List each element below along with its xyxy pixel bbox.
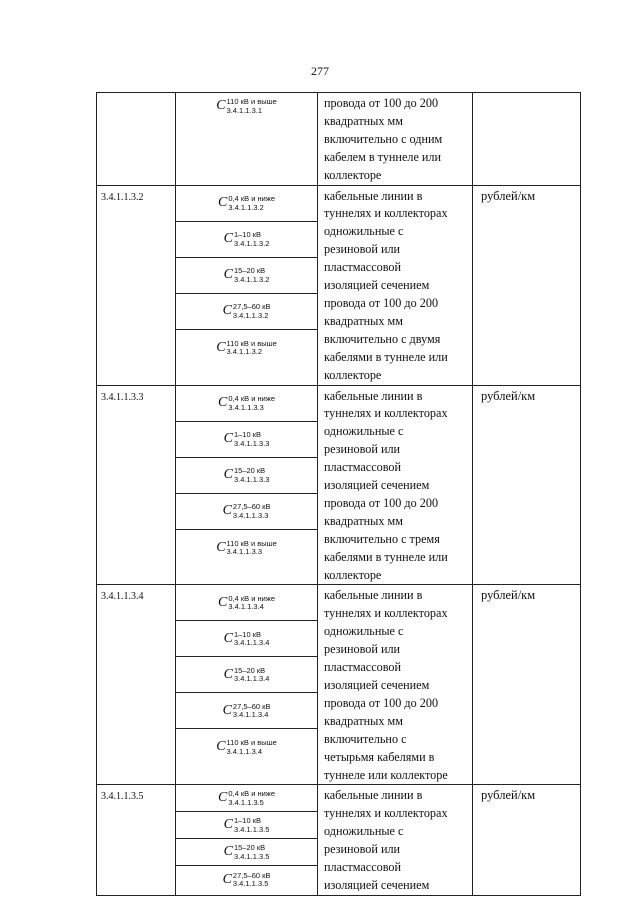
voltage-class: 1–10 кВ [233,230,261,240]
voltage-class: 110 кВ и выше [226,738,277,748]
symbol-index: 3.4.1.1.3.4 [226,746,262,756]
symbol-index: 3.4.1.1.3.3 [233,438,270,448]
symbol-index: 3.4.1.1.3.2 [228,202,264,212]
rate-symbol [176,294,317,330]
description-line: туннеле или коллекторе [324,767,448,782]
description-line: изоляцией сечением [324,278,430,293]
description-line: одножильные с [324,424,404,439]
rate-symbol [176,812,317,839]
table-row [97,585,581,785]
description-line: коллекторе [324,167,382,182]
rate-symbol-letter: C [223,431,233,446]
symbol-index: 3.4.1.1.3.2 [233,274,270,284]
description-cell [318,93,473,186]
rate-symbol-letter: C [223,267,233,283]
description-line: провода от 100 до 200 [324,495,439,510]
row-code: 3.4.1.1.3.4 [97,585,176,785]
description-line: кабелями в туннеле или [324,549,448,564]
symbol-cell [176,385,318,585]
description-line: кабелем в туннеле или [324,149,442,164]
description-line: кабельные линии в [324,388,423,403]
symbol-index: 3.4.1.1.3.3 [232,510,269,520]
description-line: одножильные с [324,224,404,239]
symbol-index: 3.4.1.1.3.4 [232,710,269,720]
voltage-class: 0,4 кВ и ниже [228,194,275,204]
symbol-cell [176,585,318,785]
unit-cell: рублей/км [473,385,581,585]
rate-symbol-letter: C [222,303,232,319]
voltage-class: 27,5–60 кВ [232,302,271,312]
rate-symbol [176,258,317,294]
symbol-index: 3.4.1.1.3.2 [233,238,270,248]
symbol-cell [176,93,318,186]
page-number: 277 [311,64,329,78]
description-line: провода от 100 до 200 [324,96,439,110]
rate-symbol [176,785,317,812]
symbol-index: 3.4.1.1.3.5 [232,879,269,889]
description-line: туннелях и коллекторах [324,406,448,421]
description-line: квадратных мм [324,313,403,328]
description-line: коллекторе [324,567,382,582]
voltage-class: 0,4 кВ и ниже [228,394,275,403]
unit-cell: рублей/км [473,185,581,385]
rate-symbol-letter: C [223,467,233,482]
tariff-table [96,92,581,896]
symbol-index: 3.4.1.1.3.4 [233,674,270,684]
description-line: кабелями в туннеле или [324,349,448,364]
symbol-index: 3.4.1.1.3.3 [228,402,264,412]
rate-symbol-letter: C [217,790,228,806]
description-line: включительно с одним [324,131,443,146]
voltage-class: 15–20 кВ [233,266,266,276]
description-line: провода от 100 до 200 [324,295,439,310]
row-code: 3.4.1.1.3.5 [97,785,176,895]
table-row [97,385,581,585]
rate-symbol [176,93,317,119]
symbol-index: 3.4.1.1.3.1 [226,105,262,115]
description-line: пластмассовой [324,860,401,875]
symbol-index: 3.4.1.1.3.4 [228,602,264,612]
description-line: одножильные с [324,624,404,639]
rate-symbol [176,386,317,422]
voltage-class: 27,5–60 кВ [232,870,271,880]
voltage-class: 110 кВ и выше [226,538,277,548]
row-code: 3.4.1.1.3.3 [97,385,176,585]
description-line: туннелях и коллекторах [324,606,448,621]
unit-cell: рублей/км [473,585,581,785]
description-cell [318,585,473,785]
rate-symbol-letter: C [222,503,232,518]
symbol-index: 3.4.1.1.3.4 [233,638,270,648]
description-line: кабельные линии в [324,188,423,203]
rate-symbol [176,186,317,222]
symbol-cell [176,785,318,895]
symbol-index: 3.4.1.1.3.3 [233,474,270,484]
description-line: резиновой или [324,842,401,857]
voltage-class: 27,5–60 кВ [232,701,271,711]
voltage-class: 0,4 кВ и ниже [228,593,275,603]
voltage-class: 15–20 кВ [233,843,266,853]
rate-symbol [176,530,317,566]
symbol-index: 3.4.1.1.3.5 [233,851,270,861]
description-line: включительно с двумя [324,331,441,346]
description-line: изоляцией сечением [324,877,430,892]
description-line: резиновой или [324,242,401,257]
description-line: провода от 100 до 200 [324,695,439,710]
description-line: пластмассовой [324,460,401,475]
rate-symbol-letter: C [216,98,226,113]
symbol-index: 3.4.1.1.3.3 [226,547,262,556]
description-line: кабельные линии в [324,788,423,803]
rate-symbol [176,657,317,693]
description-line: кабельные линии в [324,588,423,603]
table-row [97,185,581,385]
rate-symbol [176,621,317,657]
voltage-class: 1–10 кВ [233,629,261,639]
row-code: 3.4.1.1.3.2 [97,185,176,385]
rate-symbol [176,330,317,366]
rate-symbol [176,585,317,621]
rate-symbol [176,458,317,494]
description-line: квадратных мм [324,513,403,528]
table-row [97,93,581,186]
description-line: резиновой или [324,442,401,457]
description-line: изоляцией сечением [324,478,430,493]
rate-symbol [176,729,317,765]
rate-symbol [176,839,317,866]
unit-cell [473,93,581,186]
description-line: четырьмя кабелями в [324,749,435,764]
row-code [97,93,176,186]
voltage-class: 110 кВ и выше [226,97,277,106]
table-row [97,785,581,895]
rate-symbol-letter: C [223,844,233,860]
description-line: одножильные с [324,824,404,839]
description-line: квадратных мм [324,713,403,728]
unit-cell: рублей/км [473,785,581,895]
rate-symbol-letter: C [223,666,233,682]
description-line: включительно с тремя [324,531,440,546]
description-cell [318,785,473,895]
rate-symbol-letter: C [222,702,232,718]
voltage-class: 15–20 кВ [233,665,266,675]
description-line: пластмассовой [324,660,401,675]
rate-symbol-letter: C [217,395,228,410]
description-line: туннелях и коллекторах [324,806,448,821]
description-line: пластмассовой [324,260,401,275]
description-line: резиновой или [324,642,401,657]
rate-symbol [176,422,317,458]
rate-symbol [176,222,317,258]
rate-symbol-letter: C [217,594,228,610]
rate-symbol-letter: C [223,231,233,247]
rate-symbol-letter: C [216,339,226,355]
voltage-class: 27,5–60 кВ [232,502,271,511]
symbol-cell [176,185,318,385]
rate-symbol [176,693,317,729]
rate-symbol-letter: C [223,630,233,646]
voltage-class: 1–10 кВ [233,816,261,826]
voltage-class: 0,4 кВ и ниже [228,789,275,799]
description-line: изоляцией сечением [324,678,430,692]
voltage-class: 110 кВ и выше [226,338,277,348]
voltage-class: 15–20 кВ [233,466,266,475]
rate-symbol-letter: C [217,195,228,211]
rate-symbol-letter: C [216,739,226,755]
description-cell [318,185,473,385]
rate-symbol-letter: C [222,871,232,887]
description-line: туннелях и коллекторах [324,206,448,221]
voltage-class: 1–10 кВ [233,430,261,439]
rate-symbol [176,866,317,893]
rate-symbol-letter: C [223,817,233,833]
description-line: включительно с [324,731,407,746]
symbol-index: 3.4.1.1.3.5 [233,824,270,834]
symbol-index: 3.4.1.1.3.2 [232,310,269,320]
rate-symbol-letter: C [216,539,226,555]
symbol-index: 3.4.1.1.3.5 [228,797,264,807]
rate-symbol [176,494,317,530]
description-cell [318,385,473,585]
description-line: коллекторе [324,367,382,382]
description-line: квадратных мм [324,113,403,128]
symbol-index: 3.4.1.1.3.2 [226,347,262,357]
